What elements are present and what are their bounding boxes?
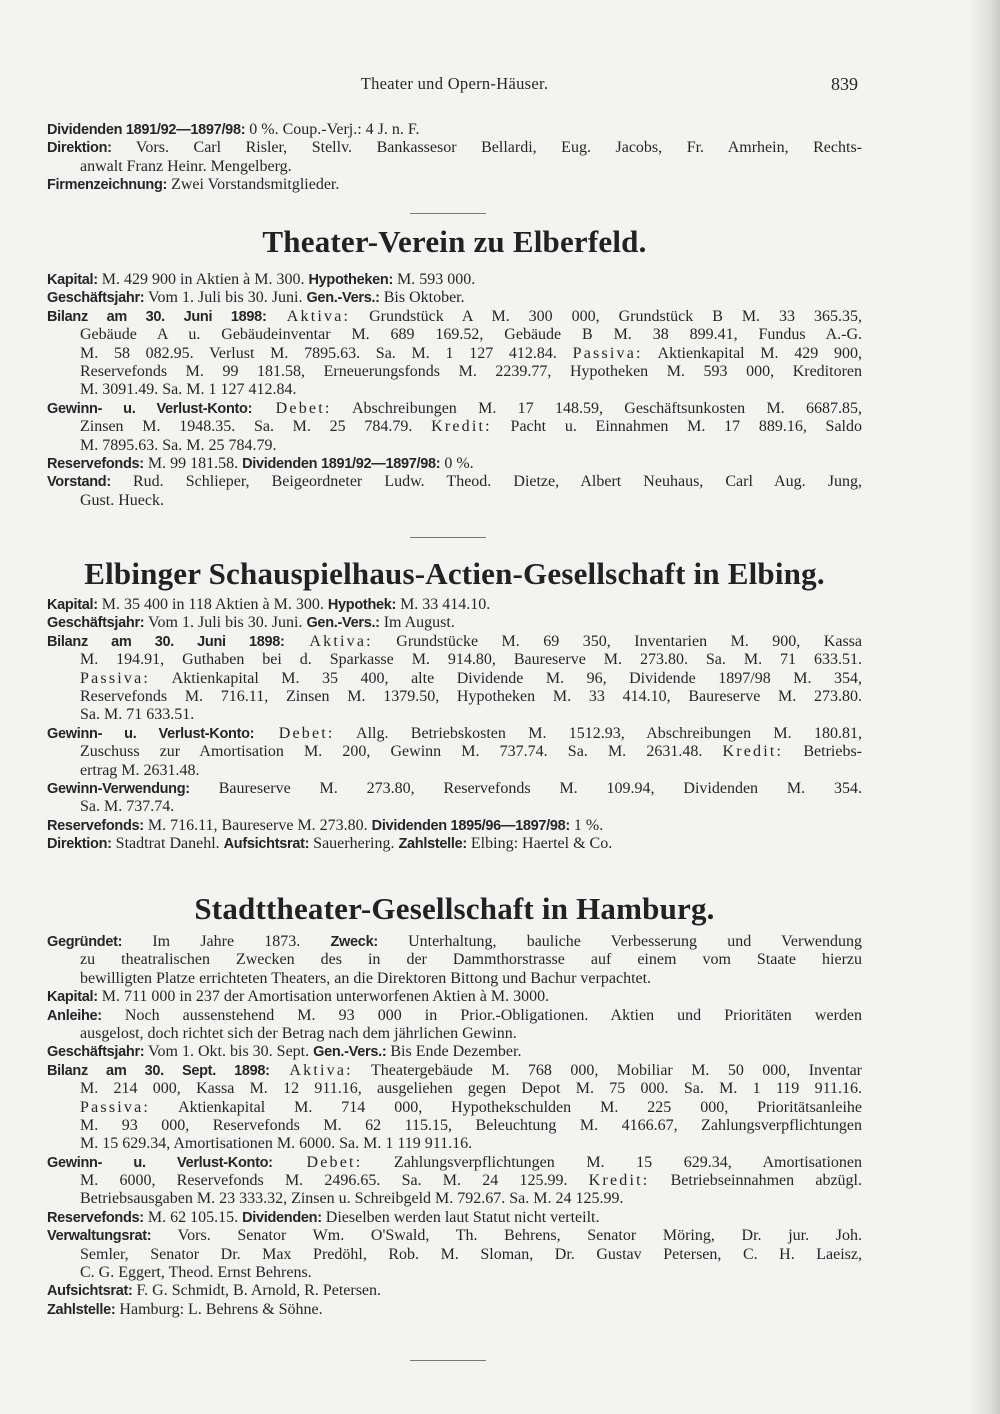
entry-text: ausgelost, doch richtet sich der Betrag nach dem jährlichen Gewinn.: [80, 1024, 517, 1042]
entry-text: Zinsen M. 1948.35. Sa. M. 25 784.79.: [80, 418, 432, 436]
running-title: Theater und Opern-Häuser.: [360, 74, 549, 93]
entry-label: Dividenden 1891/92—1897/98:: [242, 455, 441, 472]
text-line: [47, 1282, 862, 1300]
text-line: [47, 725, 862, 743]
text-line: [47, 1025, 862, 1043]
entry-text: 0 %.: [440, 454, 474, 472]
entry-text: Rud. Schlieper, Beigeordneter Ludw. Theod. Dietze, Albert Neuhaus, Carl Aug. Jung,: [110, 473, 862, 491]
entry-text: Theatergebäude M. 768 000, Mobiliar M. 50 000, Inventar: [352, 1061, 863, 1079]
text-line: [47, 835, 862, 853]
text-line: [47, 139, 862, 157]
entry-paragraph: [47, 176, 862, 194]
entry-label: Bilanz am 30. Sept. 1898:: [47, 1062, 270, 1079]
entry-text: Sauerhering.: [309, 835, 399, 853]
text-line: [47, 1099, 862, 1117]
entry-text: Aktienkapital M. 429 900,: [642, 344, 862, 362]
section-divider: [410, 537, 486, 538]
entry-paragraph: [47, 633, 862, 725]
spaced-term: Debet:: [252, 399, 332, 417]
section-stadttheater-hamburg: [47, 933, 862, 1319]
section-title: Theater-Verein zu Elberfeld.: [262, 224, 647, 259]
entry-label: Anleihe:: [47, 1007, 102, 1024]
text-line: [47, 418, 862, 436]
text-line: [47, 933, 862, 951]
spaced-term: Aktiva:: [284, 632, 373, 650]
entry-label: Aufsichtsrat:: [223, 836, 310, 853]
text-line: [47, 706, 862, 724]
entry-text: M. 3091.49. Sa. M. 1 127 412.84.: [80, 381, 297, 399]
entry-paragraph: [47, 1209, 862, 1227]
text-line: [47, 1246, 862, 1264]
entry-text: M. 429 900 in Aktien à M. 300.: [97, 271, 309, 288]
text-line: [47, 1135, 862, 1153]
text-line: [47, 1301, 862, 1319]
entry-label: Dividenden 1891/92—1897/98:: [47, 122, 246, 138]
entry-paragraph: [47, 835, 862, 853]
entry-text: Allg. Betriebskosten M. 1512.93, Abschreibungen M. 180.81,: [334, 724, 862, 742]
entry-text: Noch aussenstehend M. 93 000 in Prior.-Obligationen. Aktien und Prioritäten werden: [101, 1006, 862, 1024]
entry-text: Gebäude A u. Gebäudeinventar M. 689 169.52, Gebäude B M. 38 899.41, Fundus A.-G.: [80, 326, 862, 344]
entry-text: Vom 1. Okt. bis 30. Sept.: [144, 1043, 314, 1061]
entry-text: Aktienkapital M. 35 400, alte Dividende M. 96, Dividende 1897/98 M. 354,: [150, 669, 862, 687]
spaced-term: Debet:: [272, 1153, 363, 1171]
entry-text: Zwei Vorstandsmitglieder.: [167, 176, 340, 194]
entry-label: Gewinn-Verwendung:: [47, 780, 190, 797]
entry-paragraph: [47, 473, 862, 510]
text-line: [47, 743, 862, 761]
entry-label: Gen.-Vers.:: [313, 1044, 387, 1061]
text-line: [47, 1227, 862, 1245]
spaced-term: Debet:: [254, 724, 335, 742]
entry-paragraph: [47, 1282, 862, 1300]
entry-text: Bis Ende Dezember.: [386, 1043, 522, 1061]
entry-label: Gewinn- u. Verlust-Konto:: [47, 400, 253, 417]
entry-text: Betriebseinnahmen abzügl.: [649, 1172, 862, 1190]
entry-paragraph: [47, 1227, 862, 1282]
entry-paragraph: [47, 400, 862, 455]
entry-label: Direktion:: [47, 836, 112, 853]
entry-paragraph: [47, 725, 862, 780]
entry-paragraph: [47, 289, 862, 307]
text-line: [47, 308, 862, 326]
text-line: [47, 633, 862, 651]
entry-text: M. 6000, Reservefonds M. 2496.65. Sa. M. 24 125.99.: [80, 1172, 589, 1190]
entry-text: Sa. M. 71 633.51.: [80, 706, 195, 724]
section-divider: [410, 213, 486, 214]
entry-label: Gewinn- u. Verlust-Konto:: [47, 1154, 273, 1171]
entry-text: M. 7895.63. Sa. M. 25 784.79.: [80, 436, 277, 454]
entry-text: Betriebs-: [783, 743, 862, 761]
entry-text: Baureserve M. 273.80, Reservefonds M. 109.94, Dividenden M. 354.: [189, 779, 862, 797]
text-line: [47, 798, 862, 816]
entry-text: Hamburg: L. Behrens & Söhne.: [115, 1300, 323, 1318]
entry-label: Zweck:: [330, 934, 378, 950]
entry-text: M. 711 000 in 237 der Amortisation unterworfenen Aktien à M. 3000.: [97, 988, 550, 1006]
entry-paragraph: [47, 271, 862, 289]
text-line: [47, 970, 862, 988]
entry-text: Unterhaltung, bauliche Verbesserung und Verwendung: [377, 933, 862, 950]
text-line: [47, 363, 862, 381]
entry-paragraph: [47, 1301, 862, 1319]
entry-paragraph: [47, 780, 862, 817]
section-elbinger-schauspielhaus: [47, 596, 862, 853]
text-line: [47, 1264, 862, 1282]
entry-label: Zahlstelle:: [47, 1301, 116, 1318]
running-head: [47, 74, 862, 96]
entry-label: Kapital:: [47, 597, 98, 613]
text-line: [47, 1080, 862, 1098]
text-line: [47, 1062, 862, 1080]
spaced-term: Passiva:: [80, 669, 151, 687]
entry-text: M. 716.11, Baureserve M. 273.80.: [143, 816, 372, 834]
entry-text: Pacht u. Einnahmen M. 17 889.16, Saldo: [491, 418, 862, 436]
text-line: [47, 614, 862, 632]
entry-text: ertrag M. 2631.48.: [80, 761, 200, 779]
entry-text: Stadtrat Danehl.: [111, 835, 224, 853]
entry-text: M. 33 414.10.: [396, 596, 491, 613]
entry-paragraph: [47, 933, 862, 988]
text-line: [47, 1043, 862, 1061]
entry-label: Kapital:: [47, 989, 98, 1006]
entry-text: Gust. Hueck.: [80, 491, 164, 509]
entry-label: Direktion:: [47, 140, 112, 157]
text-line: [47, 951, 862, 969]
text-line: [47, 817, 862, 835]
entry-text: Abschreibungen M. 17 148.59, Geschäftsunkosten M. 6687.85,: [331, 399, 862, 417]
entry-text: Dieselben werden laut Statut nicht verteilt.: [321, 1208, 600, 1226]
text-line: [47, 762, 862, 780]
entry-text: Aktienkapital M. 714 000, Hypothekschulden M. 225 000, Prioritätsanleihe: [150, 1098, 862, 1116]
entry-label: Gen.-Vers.:: [306, 615, 380, 632]
entry-text: Vom 1. Juli bis 30. Juni.: [144, 289, 307, 307]
entry-paragraph: [47, 121, 862, 139]
entry-text: 1 %.: [569, 816, 604, 834]
entry-text: Vors. Senator Wm. O'Swald, Th. Behrens, Senator Möring, Dr. jur. Joh.: [151, 1227, 862, 1245]
entry-label: Gegründet:: [47, 934, 123, 950]
entry-text: Grundstücke M. 69 350, Inventarien M. 900, Kassa: [372, 632, 862, 650]
entry-text: M. 214 000, Kassa M. 12 911.16, ausgeliehen gegen Depot M. 75 000. Sa. M. 1 119 911.16.: [80, 1080, 862, 1098]
entry-label: Hypothek:: [327, 597, 397, 613]
entry-text: Vom 1. Juli bis 30. Juni.: [144, 614, 307, 632]
entry-label: Gewinn- u. Verlust-Konto:: [47, 725, 255, 742]
text-line: [47, 381, 862, 399]
entry-text: Bis Oktober.: [379, 289, 465, 307]
entry-label: Geschäftsjahr:: [47, 1044, 145, 1061]
entry-label: Firmenzeichnung:: [47, 177, 168, 194]
entry-label: Zahlstelle:: [398, 836, 467, 853]
entry-text: Reservefonds M. 716.11, Zinsen M. 1379.50, Hypotheken M. 33 414.10, Baureserve M. 273.80.: [80, 687, 862, 705]
entry-text: C. G. Eggert, Theod. Ernst Behrens.: [80, 1264, 312, 1282]
entry-label: Reservefonds:: [47, 455, 144, 472]
text-line: [47, 651, 862, 669]
entry-label: Hypotheken:: [308, 272, 393, 288]
entry-text: M. 99 181.58.: [143, 454, 243, 472]
entry-text: Grundstück A M. 300 000, Grundstück B M. 33 365.35,: [350, 307, 862, 325]
entry-paragraph: [47, 596, 862, 614]
entry-label: Bilanz am 30. Juni 1898:: [47, 308, 267, 325]
entry-text: bewilligten Platze errichteten Theaters, an die Direktoren Bittong und Bachur verpachtet.: [80, 969, 652, 987]
text-line: [47, 1190, 862, 1208]
entry-paragraph: [47, 614, 862, 632]
text-line: [47, 670, 862, 688]
entry-paragraph: [47, 1007, 862, 1044]
text-line: [47, 121, 862, 139]
entry-paragraph: [47, 308, 862, 400]
spaced-term: Kredit:: [722, 743, 784, 761]
text-line: [47, 473, 862, 491]
spaced-term: Aktiva:: [266, 307, 351, 325]
section-title: Elbinger Schauspielhaus-Actien-Gesellschaft in Elbing.: [84, 556, 825, 591]
text-line: [47, 455, 862, 473]
entry-text: Reservefonds M. 99 181.58, Erneuerungsfonds M. 2239.77, Hypotheken M. 593 000, Kreditoren: [80, 362, 862, 380]
entry-text: Im August.: [379, 614, 455, 632]
entry-paragraph: [47, 455, 862, 473]
entry-label: Verwaltungsrat:: [47, 1228, 152, 1245]
text-line: [47, 780, 862, 798]
entry-text: M. 93 000, Reservefonds M. 62 115.15, Beleuchtung M. 4166.67, Zahlungsverpflichtungen: [80, 1116, 862, 1134]
entry-label: Aufsichtsrat:: [47, 1283, 133, 1300]
entry-text: 0 %. Coup.-Verj.: 4 J. n. F.: [245, 121, 420, 138]
entry-text: M. 194.91, Guthaben bei d. Sparkasse M. 914.80, Baureserve M. 273.80. Sa. M. 71 633.51.: [80, 651, 862, 669]
text-line: [47, 688, 862, 706]
entry-text: Vors. Carl Risler, Stellv. Bankassesor Bellardi, Eug. Jacobs, Fr. Amrhein, Rechts-: [111, 139, 862, 157]
text-line: [47, 492, 862, 510]
entry-label: Kapital:: [47, 272, 98, 288]
text-line: [47, 1117, 862, 1135]
text-line: [47, 271, 862, 289]
text-line: [47, 1209, 862, 1227]
text-line: [47, 1007, 862, 1025]
entry-text: Elbing: Haertel & Co.: [466, 835, 613, 853]
text-line: [47, 1154, 862, 1172]
entry-paragraph: [47, 1154, 862, 1209]
spaced-term: Kredit:: [588, 1172, 650, 1190]
entry-text: Zuschuss zur Amortisation M. 200, Gewinn M. 737.74. Sa. M. 2631.48.: [80, 743, 723, 761]
spaced-term: Aktiva:: [269, 1061, 353, 1079]
text-line: [47, 596, 862, 614]
entry-text: M. 35 400 in 118 Aktien à M. 300.: [97, 596, 328, 613]
text-line: [47, 345, 862, 363]
entry-label: Dividenden 1895/96—1897/98:: [371, 817, 570, 834]
entry-paragraph: [47, 1043, 862, 1061]
entry-text: anwalt Franz Heinr. Mengelberg.: [80, 157, 292, 175]
text-line: [47, 437, 862, 455]
entry-label: Geschäftsjahr:: [47, 290, 145, 307]
spaced-term: Kredit:: [431, 418, 492, 436]
entry-text: Zahlungsverpflichtungen M. 15 629.34, Amortisationen: [362, 1153, 862, 1171]
text-line: [47, 988, 862, 1006]
entry-text: Betriebsausgaben M. 23 333.32, Zinsen u. Schreibgeld M. 792.67. Sa. M. 24 125.99.: [80, 1190, 624, 1208]
entry-label: Gen.-Vers.:: [306, 290, 380, 307]
entry-paragraph: [47, 1062, 862, 1154]
text-line: [47, 158, 862, 176]
entry-text: Sa. M. 737.74.: [80, 798, 175, 816]
entry-label: Reservefonds:: [47, 817, 144, 834]
spaced-term: Passiva:: [572, 344, 643, 362]
entry-text: M. 58 082.95. Verlust M. 7895.63. Sa. M. 1 127 412.84.: [80, 344, 573, 362]
scan-edge-shadow: [970, 0, 1000, 1414]
section-theater-verein-elberfeld: [47, 271, 862, 510]
entry-label: Vorstand:: [47, 474, 111, 491]
entry-text: M. 593 000.: [392, 271, 476, 288]
entry-text: M. 62 105.15.: [143, 1208, 243, 1226]
text-line: [47, 400, 862, 418]
entry-paragraph: [47, 817, 862, 835]
entry-paragraph: [47, 139, 862, 176]
entry-paragraph: [47, 988, 862, 1006]
text-line: [47, 1172, 862, 1190]
entry-text: Semler, Senator Dr. Max Predöhl, Rob. M. Sloman, Dr. Gustav Petersen, C. H. Laeisz,: [80, 1245, 862, 1263]
text-line: [47, 289, 862, 307]
section-title: Stadttheater-Gesellschaft in Hamburg.: [194, 891, 715, 926]
entry-label: Dividenden:: [242, 1209, 322, 1226]
entry-text: zu theatralischen Zwecken des in der Dammthorstrasse auf einem vom Staate hierzu: [80, 951, 862, 969]
section-divider: [410, 1360, 486, 1361]
text-line: [47, 326, 862, 344]
entry-text: Im Jahre 1873.: [122, 933, 331, 950]
entry-label: Geschäftsjahr:: [47, 615, 145, 632]
spaced-term: Passiva:: [80, 1098, 151, 1116]
section-continued-entry: [47, 121, 862, 195]
page-number: 839: [831, 74, 858, 94]
entry-label: Bilanz am 30. Juni 1898:: [47, 633, 285, 650]
entry-label: Reservefonds:: [47, 1209, 144, 1226]
entry-text: M. 15 629.34, Amortisationen M. 6000. Sa. M. 1 119 911.16.: [80, 1135, 473, 1153]
entry-text: F. G. Schmidt, B. Arnold, R. Petersen.: [132, 1282, 382, 1300]
text-line: [47, 176, 862, 194]
